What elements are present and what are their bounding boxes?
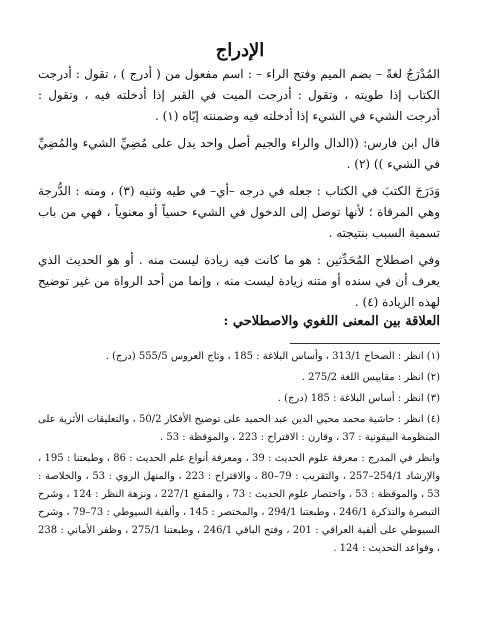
paragraph-daraja-meaning: وَدَرَجَ الكتبَ في الكتاب : جعله في درجه –أي– في طيه وثنيه (٣) ، ومنه : الدُّرجة وهي المرقاة ؛ لأنها توصل إلى الدخول في الشيء حسياً أو معنوياً ، فهي من باب تسمية السبب بنتيجته .	[38, 184, 440, 240]
footnote-3: (٣) انظر : أساس البلاغة : 185 (درج) .	[277, 393, 440, 404]
section-heading: العلاقة بين المعنى اللغوي والاصطلاحي :	[223, 314, 440, 329]
footnotes	[38, 348, 440, 561]
footnote-2: (٢) انظر : مقاييس اللغة 275/2 .	[301, 372, 440, 383]
footnote-1: (١) انظر : الصحاح 313/1 ، وأساس البلاغة : 185 ، وتاج العروس 555/5 (درج) .	[105, 351, 440, 362]
main-text	[38, 64, 440, 319]
footnote-4: (٤) انظر : حاشية محمد محيي الدين عبد الحميد على توضيح الأفكار 50/2 ، والتعليقات الأثرية على المنظومة البيقونية : 37 ، وقارن : الاقتراح : 223 ، والموقظة : 53 .	[38, 414, 441, 443]
footnote-4-references: وانظر في المدرج : معرفة علوم الحديث : 39 ، ومعرفة أنواع علم الحديث : 86 ، وطبعتنا : 195 ، والإرشاد 254/1–257 ، والتقريب : 79–80 ، والاقتراح : 223 ، والمنهل الروي : 53 ، والخلاصة : 53 ، والموقظة : 53 ، واختصار علوم الحديث : 73 ، والمقنع 227/1 ، ونزهة النظر : 124 ، وشرح التبصرة والتذكرة 246/1 ، وطبعتنا 294/1 ، والمختصر : 145 ، وألفية السيوطي : 73–79 ، وشرح السيوطي على ألفية العراقي : 201 ، وفتح الباقي 246/1 ، وطبعتنا 275/1 ، وظفر الأماني : 238 ، وقواعد التحديث : 124 .	[38, 453, 441, 554]
paragraph-technical-definition: وفي اصطلاح المُحَدِّثين : هو ما كانت فيه زيادة ليست منه . أو هو الحديث الذي يعرف أن في سنده أو متنه زيادة ليست منه ، وإنما من أحد الرواة من غير توضيح لهذه الزيادة (٤) .	[38, 253, 440, 309]
page-title: الإدراج	[215, 40, 265, 61]
footnote-divider	[290, 343, 440, 344]
paragraph-linguistic-definition: المُدْرَجُ لغةً – بضم الميم وفتح الراء – : اسم مفعول من ( أدرج ) ، تقول : أدرجت الكتاب إذا طويته ، وتقول : أدرجت الميت في القبر إذا أدخلته فيه ، وتقول : أدرجت الشيء في الشيء إذا أدخلته فيه وضمنته إيّاه (١) .	[38, 67, 440, 123]
paragraph-ibn-faris-quote: قال ابن فارس: ((الدال والراء والجيم أصل واحد يدل على مُضِيِّ الشيء والمُضِيِّ في الشيء )) (٢) .	[38, 136, 440, 171]
